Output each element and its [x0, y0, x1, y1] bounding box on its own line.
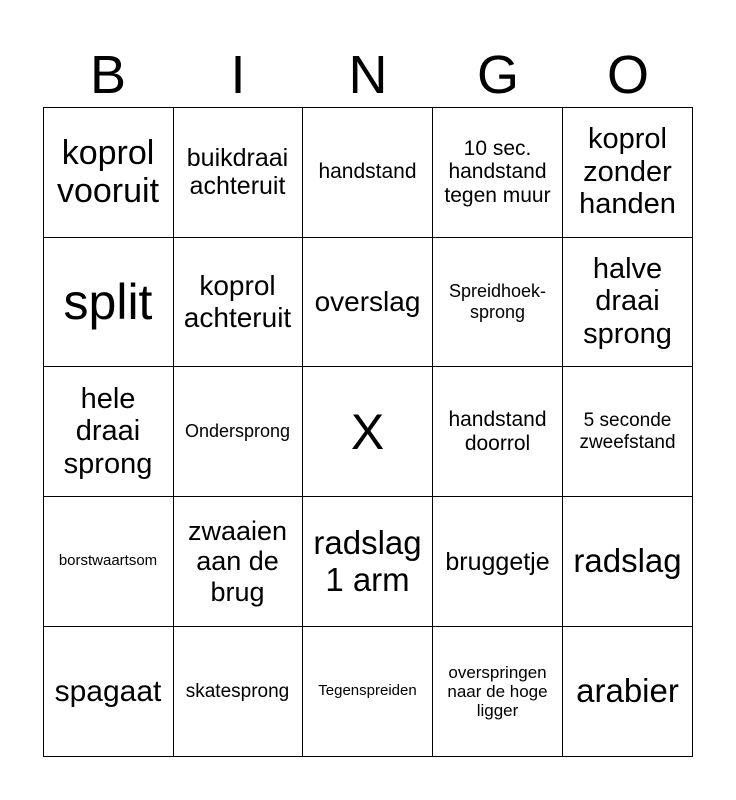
- bingo-cell-text: radslag: [573, 542, 682, 580]
- bingo-cell[interactable]: [563, 107, 693, 238]
- header-letter-o: O: [606, 45, 649, 105]
- bingo-grid: [43, 107, 693, 757]
- bingo-cell[interactable]: [433, 237, 563, 367]
- bingo-cell[interactable]: [433, 627, 563, 757]
- bingo-cell-text: borstwaartsom: [58, 552, 158, 570]
- bingo-cell[interactable]: [173, 237, 303, 367]
- bingo-cell[interactable]: [43, 497, 174, 627]
- bingo-cell[interactable]: [433, 497, 563, 627]
- bingo-cell-text: koprol vooruit: [56, 133, 160, 210]
- bingo-cell-text: halve draai sprong: [583, 252, 672, 350]
- header-letter-g: G: [476, 45, 519, 105]
- header-letter-n: N: [348, 45, 388, 105]
- bingo-cell-text: X: [350, 403, 385, 460]
- bingo-cell[interactable]: [43, 627, 174, 757]
- bingo-cell-text: overspringen naar de hoge ligger: [447, 662, 548, 721]
- bingo-cell-text: skatesprong: [185, 680, 290, 702]
- bingo-cell[interactable]: [43, 237, 174, 367]
- bingo-cell[interactable]: [433, 367, 563, 497]
- bingo-cell-text: split: [63, 273, 153, 330]
- bingo-cell[interactable]: [303, 627, 433, 757]
- bingo-cell-text: hele draai sprong: [63, 382, 153, 480]
- bingo-cell-text: Tegenspreiden: [318, 682, 417, 700]
- bingo-cell-text: koprol achteruit: [183, 270, 292, 333]
- bingo-cell[interactable]: [563, 237, 693, 367]
- bingo-cell[interactable]: [173, 497, 303, 627]
- bingo-cell-text: handstand doorrol: [448, 407, 547, 455]
- bingo-cell-text: koprol zonder handen: [579, 123, 676, 221]
- bingo-cell-text: Spreidhoek-sprong: [448, 281, 547, 322]
- bingo-cell-text: spagaat: [54, 674, 162, 708]
- bingo-cell-text: handstand: [318, 160, 417, 184]
- bingo-cell-text: overslag: [314, 285, 421, 317]
- bingo-cell-text: 5 seconde zweefstand: [579, 410, 676, 453]
- bingo-cell-text: zwaaien aan de brug: [187, 516, 288, 607]
- bingo-cell[interactable]: [563, 627, 693, 757]
- bingo-cell[interactable]: [303, 367, 433, 497]
- bingo-cell[interactable]: [563, 497, 693, 627]
- bingo-cell[interactable]: [173, 367, 303, 497]
- header-letter-i: I: [230, 45, 246, 105]
- bingo-cell[interactable]: [43, 107, 174, 238]
- bingo-header: [43, 42, 693, 108]
- header-letter-b: B: [89, 45, 127, 105]
- bingo-cell-text: arabier: [576, 672, 679, 710]
- bingo-cell[interactable]: [303, 497, 433, 627]
- bingo-cell-text: Ondersprong: [184, 421, 291, 442]
- bingo-cell-text: bruggetje: [445, 547, 550, 576]
- bingo-cell[interactable]: [433, 107, 563, 238]
- bingo-cell-text: 10 sec. handstand tegen muur: [444, 136, 551, 207]
- bingo-cell-text: buikdraai achteruit: [186, 144, 289, 200]
- bingo-cell[interactable]: [173, 107, 303, 238]
- bingo-cell[interactable]: [303, 237, 433, 367]
- bingo-cell[interactable]: [173, 627, 303, 757]
- bingo-cell[interactable]: [43, 367, 174, 497]
- bingo-cell[interactable]: [303, 107, 433, 238]
- bingo-cell[interactable]: [563, 367, 693, 497]
- bingo-cell-text: radslag 1 arm: [313, 523, 422, 598]
